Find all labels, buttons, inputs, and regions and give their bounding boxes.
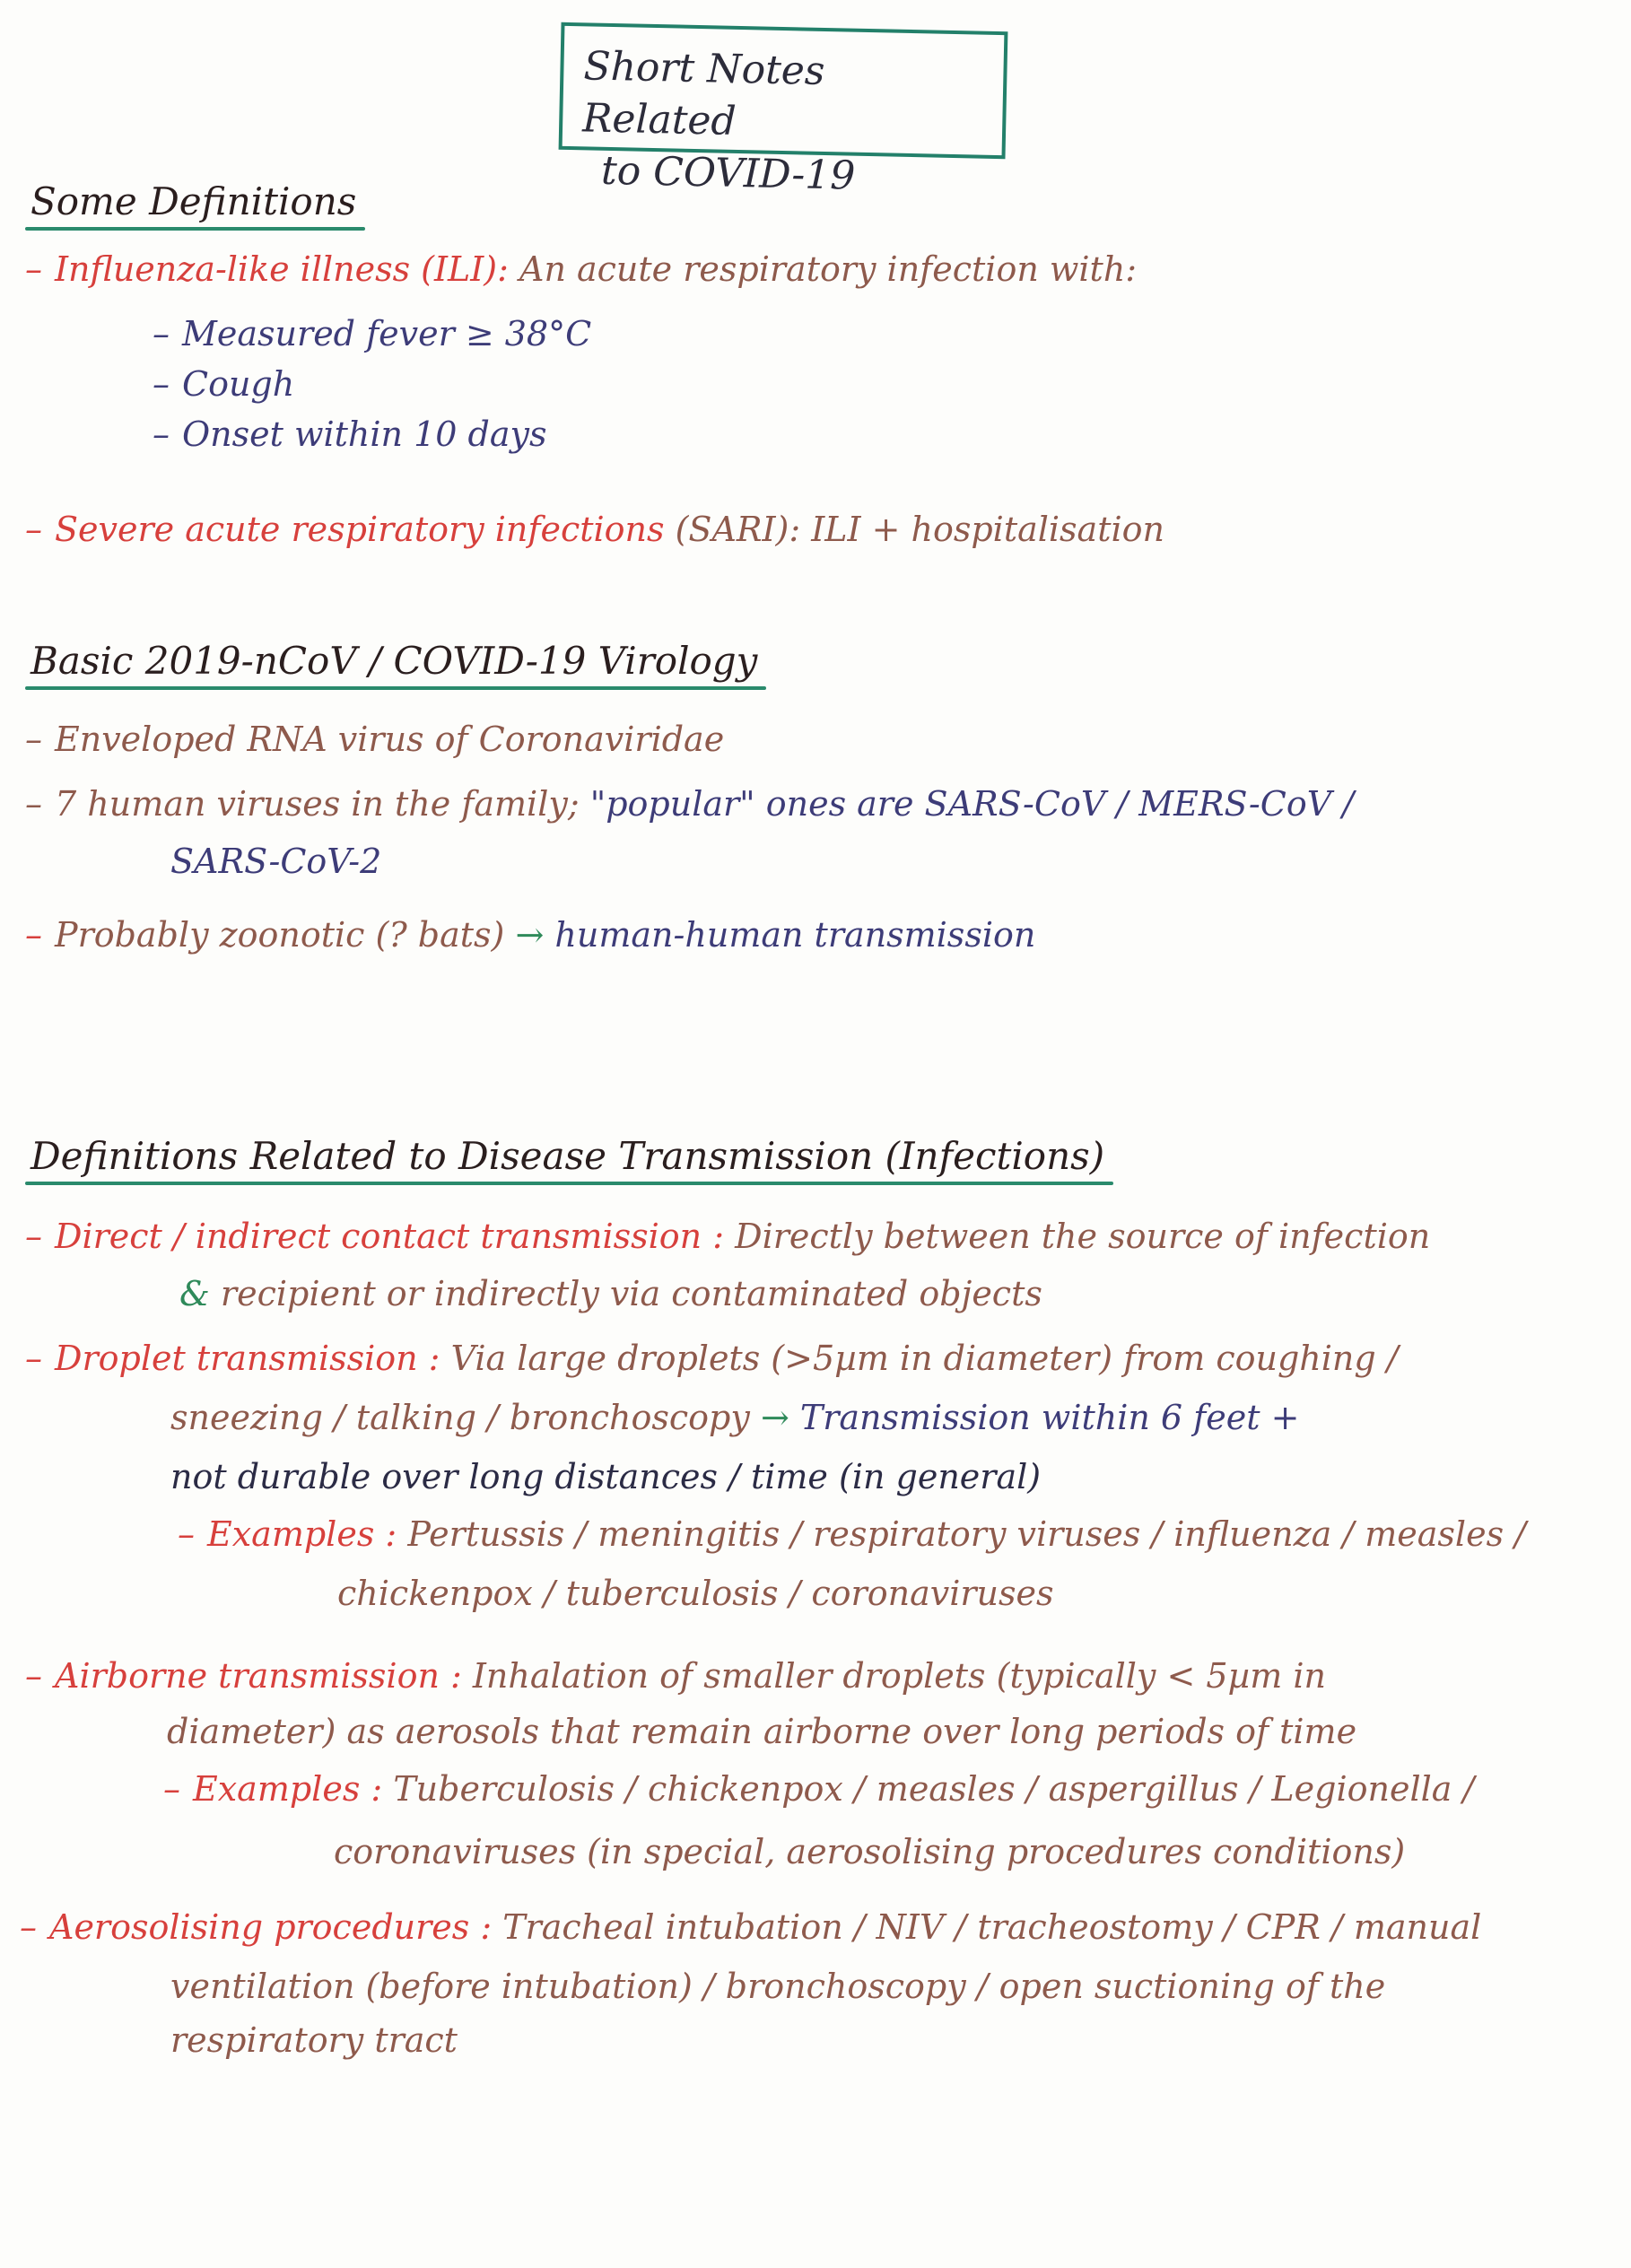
examples-text: Tuberculosis / chickenpox / measles / aspergillus / Legionella / bbox=[393, 1769, 1475, 1809]
ili-item-text: Onset within 10 days bbox=[182, 414, 547, 454]
contact-definition: recipient or indirectly via contaminated objects bbox=[220, 1274, 1042, 1313]
droplet-line-3 bbox=[170, 1455, 1041, 1498]
examples-label: Examples : bbox=[207, 1514, 397, 1554]
examples-text: chickenpox / tuberculosis / coronaviruses bbox=[337, 1574, 1054, 1613]
virology-item-text: human-human transmission bbox=[554, 915, 1036, 955]
droplet-definition: not durable over long distances / time (in general) bbox=[170, 1457, 1042, 1496]
examples-text: coronaviruses (in special, aerosolising procedures conditions) bbox=[334, 1832, 1406, 1871]
ili-item-cough bbox=[153, 362, 294, 406]
dash: – bbox=[163, 1769, 180, 1809]
droplet-definition: Via large droplets (>5µm in diameter) from coughing / bbox=[450, 1339, 1399, 1378]
dash: – bbox=[25, 784, 42, 824]
sari-line bbox=[25, 508, 1164, 551]
virology-item-text: "popular" ones are SARS-CoV / MERS-CoV / bbox=[589, 784, 1355, 824]
virology-item-text: SARS-CoV-2 bbox=[170, 842, 382, 881]
heading-some-definitions bbox=[31, 179, 356, 229]
virology-item-2 bbox=[25, 782, 1354, 825]
aerosol-line-1 bbox=[20, 1906, 1481, 1949]
dash: – bbox=[25, 1656, 42, 1696]
dash: – bbox=[153, 314, 170, 353]
ili-item-text: Measured fever ≥ 38°C bbox=[182, 314, 592, 353]
dash: – bbox=[25, 510, 42, 549]
airborne-examples-2 bbox=[334, 1830, 1405, 1873]
droplet-term: Droplet transmission : bbox=[55, 1339, 440, 1378]
heading-underline bbox=[25, 1182, 1113, 1185]
droplet-examples-1 bbox=[178, 1513, 1526, 1556]
ili-definition: An acute respiratory infection with: bbox=[519, 249, 1138, 289]
virology-item-2-cont bbox=[170, 840, 381, 883]
virology-item-text: 7 human viruses in the family; bbox=[55, 784, 580, 824]
aerosol-term: Aerosolising procedures : bbox=[49, 1907, 493, 1947]
droplet-definition: Transmission within 6 feet + bbox=[799, 1398, 1300, 1437]
contact-line-2 bbox=[179, 1272, 1042, 1315]
virology-item-3 bbox=[25, 913, 1035, 956]
contact-definition: Directly between the source of infection bbox=[735, 1217, 1431, 1256]
dash: – bbox=[178, 1514, 195, 1554]
virology-item-text: Enveloped RNA virus of Coronaviridae bbox=[55, 720, 725, 759]
ili-term: Influenza-like illness (ILI): bbox=[55, 249, 509, 289]
dash: – bbox=[153, 364, 170, 404]
ili-line bbox=[25, 248, 1137, 291]
examples-text: Pertussis / meningitis / respiratory viruses / influenza / measles / bbox=[407, 1514, 1526, 1554]
arrow-right-icon: → bbox=[515, 915, 545, 955]
title-line-1: Short Notes Related bbox=[581, 43, 825, 144]
contact-term: Direct / indirect contact transmission : bbox=[55, 1217, 725, 1256]
virology-item-1 bbox=[25, 718, 724, 761]
airborne-term: Airborne transmission : bbox=[55, 1656, 462, 1696]
dash: – bbox=[25, 249, 42, 289]
aerosol-definition: ventilation (before intubation) / bronchoscopy / open suctioning of the bbox=[170, 1967, 1386, 2006]
droplet-definition: sneezing / talking / bronchoscopy bbox=[170, 1398, 750, 1437]
sari-term: Severe acute respiratory infections bbox=[55, 510, 665, 549]
heading-transmission bbox=[31, 1134, 1104, 1183]
heading-text: Basic 2019-nCoV / COVID-19 Virology bbox=[31, 639, 758, 683]
heading-underline bbox=[25, 686, 766, 690]
aerosol-line-2 bbox=[170, 1965, 1385, 2008]
airborne-examples-1 bbox=[163, 1767, 1474, 1810]
droplet-line-2 bbox=[170, 1396, 1299, 1439]
dash: – bbox=[25, 1217, 42, 1256]
contact-line-1 bbox=[25, 1215, 1430, 1258]
dash: – bbox=[25, 915, 42, 955]
virology-item-text: Probably zoonotic (? bats) bbox=[55, 915, 505, 955]
sari-definition: (SARI): ILI + hospitalisation bbox=[675, 510, 1164, 549]
ili-item-text: Cough bbox=[182, 364, 295, 404]
arrow-right-icon: → bbox=[760, 1398, 789, 1437]
airborne-definition: Inhalation of smaller droplets (typically < 5µm in bbox=[472, 1656, 1326, 1696]
heading-text: Definitions Related to Disease Transmission (Infections) bbox=[31, 1134, 1105, 1178]
dash: – bbox=[25, 1339, 42, 1378]
ili-item-fever bbox=[153, 312, 591, 355]
heading-underline bbox=[25, 227, 365, 231]
ampersand: & bbox=[179, 1274, 210, 1313]
examples-label: Examples : bbox=[193, 1769, 383, 1809]
title-line-2: to COVID-19 bbox=[600, 147, 856, 199]
aerosol-definition: Tracheal intubation / NIV / tracheostomy / CPR / manual bbox=[502, 1907, 1482, 1947]
aerosol-line-3 bbox=[170, 2019, 458, 2062]
airborne-definition: diameter) as aerosols that remain airborne over long periods of time bbox=[167, 1712, 1357, 1751]
title-box bbox=[559, 22, 1008, 199]
droplet-line-1 bbox=[25, 1337, 1399, 1380]
aerosol-definition: respiratory tract bbox=[170, 2020, 458, 2060]
heading-text: Some Definitions bbox=[31, 179, 357, 223]
airborne-line-2 bbox=[167, 1710, 1356, 1753]
heading-virology bbox=[31, 639, 757, 688]
dash: – bbox=[153, 414, 170, 454]
ili-item-onset bbox=[153, 413, 546, 456]
droplet-examples-2 bbox=[337, 1572, 1053, 1615]
dash: – bbox=[20, 1907, 37, 1947]
dash: – bbox=[25, 720, 42, 759]
airborne-line-1 bbox=[25, 1654, 1326, 1697]
